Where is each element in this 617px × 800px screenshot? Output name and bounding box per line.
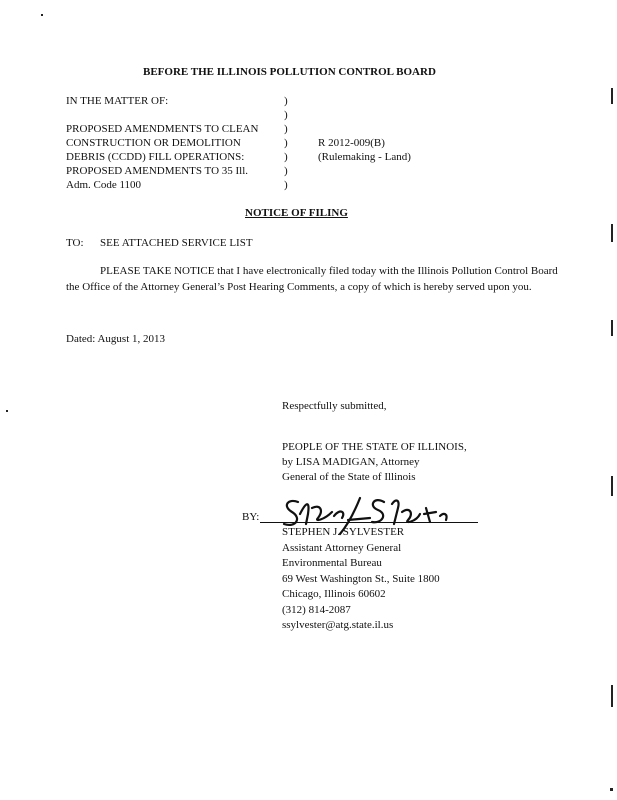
caption-paren: ) <box>284 165 288 177</box>
scan-mark <box>6 410 8 412</box>
caption-paren: ) <box>284 95 288 107</box>
scan-mark <box>41 14 43 16</box>
caption-left <box>66 95 258 193</box>
caption-line: IN THE MATTER OF: <box>66 95 169 107</box>
caption-line <box>66 109 258 123</box>
signer-phone: (312) 814-2087 <box>282 603 351 616</box>
closing: Respectfully submitted, <box>282 400 387 412</box>
signer-block <box>282 525 440 634</box>
dated-line: Dated: August 1, 2013 <box>66 333 165 345</box>
scan-mark <box>611 88 613 104</box>
signer-bureau: Environmental Bureau <box>282 557 382 569</box>
party-block <box>282 440 467 485</box>
docket-type: (Rulemaking - Land) <box>318 151 411 163</box>
scan-mark <box>611 320 613 336</box>
caption-paren: ) <box>284 137 288 149</box>
scan-mark <box>610 788 613 791</box>
caption-paren: ) <box>284 109 288 121</box>
docket-number: R 2012-009(B) <box>318 137 385 149</box>
scan-mark <box>611 685 613 707</box>
caption-paren: ) <box>284 151 288 163</box>
by-label: BY: <box>242 511 260 523</box>
party-line: General of the State of Illinois <box>282 471 416 483</box>
caption-parens <box>284 95 288 193</box>
caption-line: PROPOSED AMENDMENTS TO 35 Ill. <box>66 165 249 177</box>
signer-address: 69 West Washington St., Suite 1800 <box>282 572 440 585</box>
caption-paren: ) <box>284 123 288 135</box>
scan-mark <box>611 224 613 242</box>
to-value: SEE ATTACHED SERVICE LIST <box>100 237 253 249</box>
board-title: BEFORE THE ILLINOIS POLLUTION CONTROL BOARD <box>143 66 436 78</box>
body-paragraph: PLEASE TAKE NOTICE that I have electronically filed today with the Illinois Pollution Control Board the Office of the Attorney General’s Post Hearing Comments, a copy of which is hereby served upon you. <box>66 265 558 293</box>
caption-paren: ) <box>284 179 288 191</box>
to-label: TO: <box>66 237 84 249</box>
notice-heading: NOTICE OF FILING <box>245 207 348 219</box>
signer-city: Chicago, Illinois 60602 <box>282 588 386 600</box>
caption-line: Adm. Code 1100 <box>66 179 142 191</box>
signer-title: Assistant Attorney General <box>282 541 402 554</box>
signer-email: ssylvester@atg.state.il.us <box>282 619 394 631</box>
caption-right <box>318 137 411 165</box>
caption-line: CONSTRUCTION OR DEMOLITION <box>66 137 241 149</box>
party-line: by LISA MADIGAN, Attorney <box>282 456 420 468</box>
caption-line: PROPOSED AMENDMENTS TO CLEAN <box>66 123 259 135</box>
party-line: PEOPLE OF THE STATE OF ILLINOIS, <box>282 441 467 453</box>
signer-name: STEPHEN J. SYLVESTER <box>282 526 405 538</box>
scan-mark <box>611 476 613 496</box>
caption-line: DEBRIS (CCDD) FILL OPERATIONS: <box>66 151 245 163</box>
